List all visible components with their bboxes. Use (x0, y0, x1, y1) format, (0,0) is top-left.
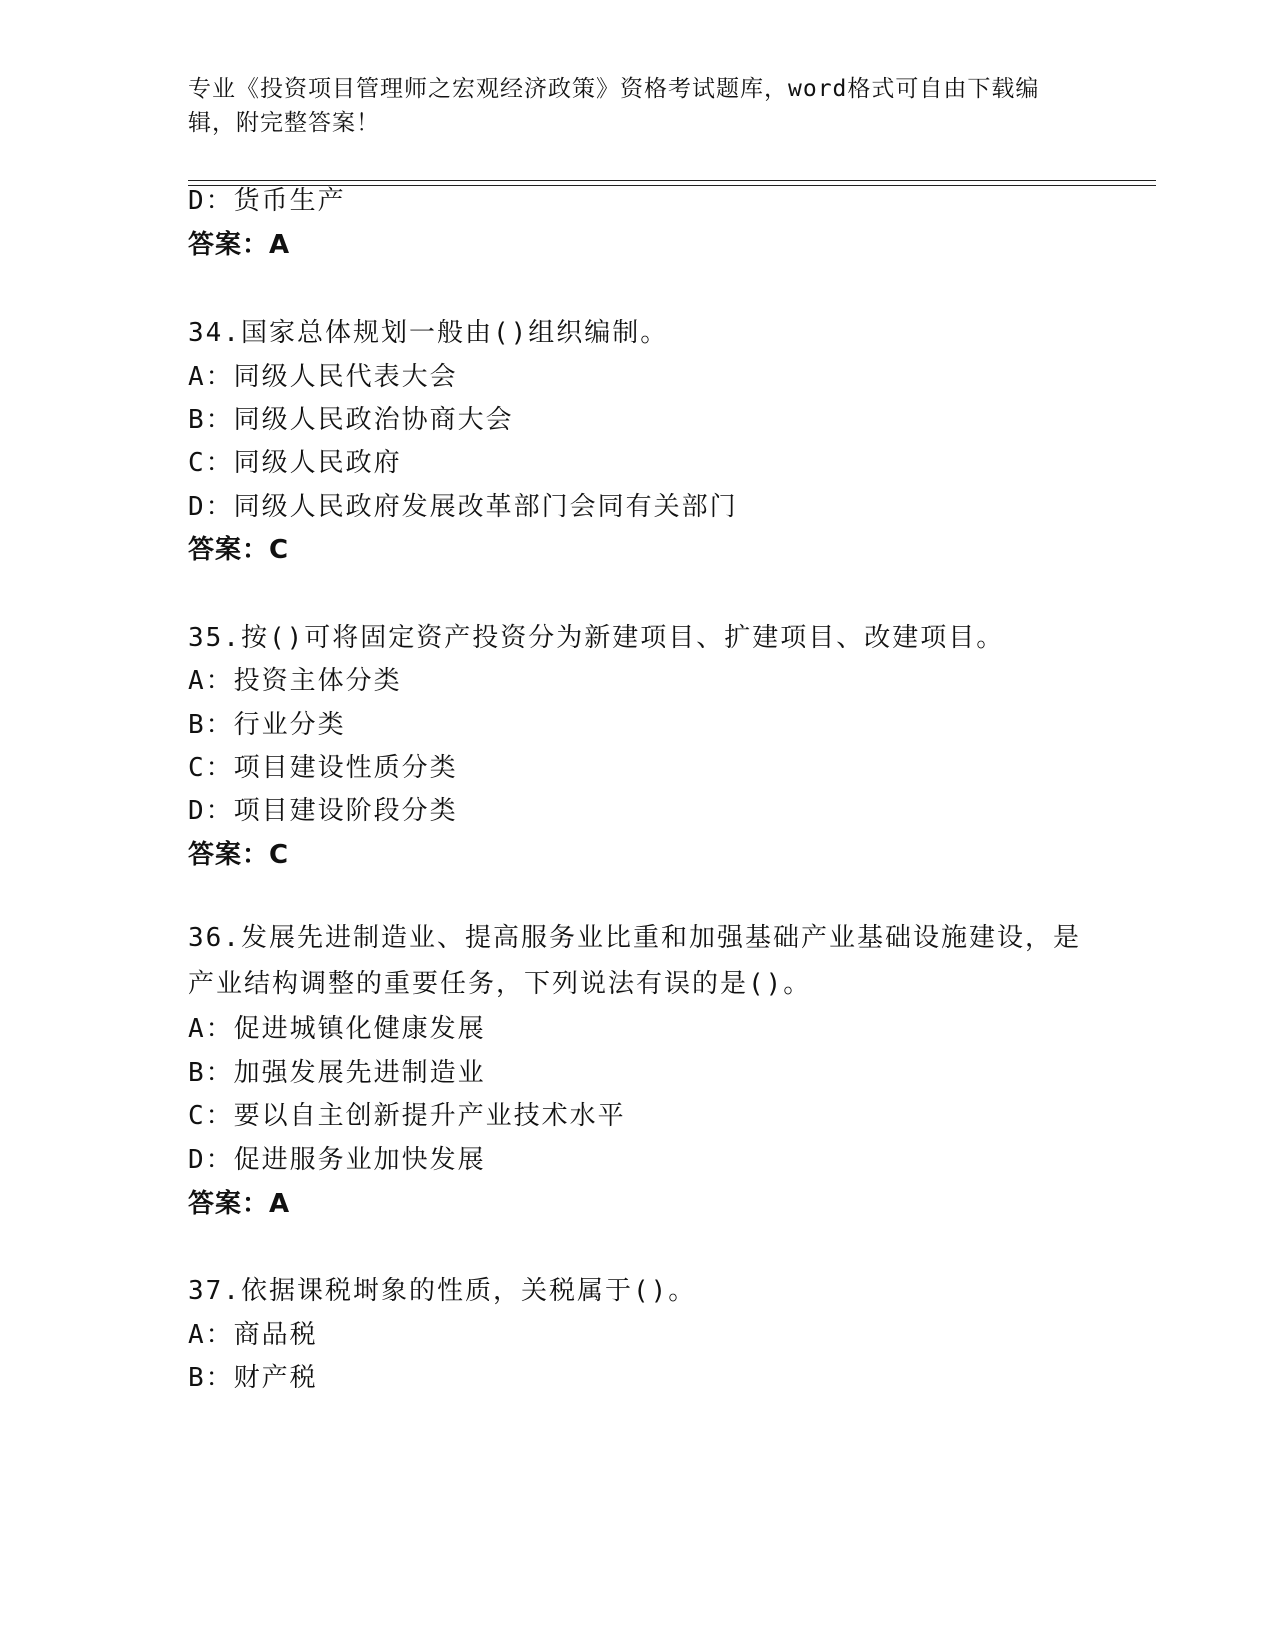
answer: 答案：C (188, 840, 290, 870)
option-b: B：财产税 (188, 1363, 318, 1393)
question-stem: 36.发展先进制造业、提高服务业比重和加强基础产业基础设施建设，是产业结构调整的重要任务，下列说法有误的是()。 (188, 923, 1081, 999)
option-d: D：货币生产 (188, 186, 346, 216)
option-b: B：同级人民政治协商大会 (188, 405, 514, 435)
answer: 答案：A (188, 1189, 291, 1219)
option-a: A：商品税 (188, 1320, 318, 1350)
answer: 答案：C (188, 535, 290, 565)
option-a: A：同级人民代表大会 (188, 362, 458, 392)
answer: 答案：A (188, 230, 291, 260)
option-c: C：同级人民政府 (188, 448, 402, 478)
option-a: A：投资主体分类 (188, 666, 402, 696)
option-a: A：促进城镇化健康发展 (188, 1014, 486, 1044)
option-d: D：项目建设阶段分类 (188, 796, 458, 826)
option-c: C：项目建设性质分类 (188, 753, 458, 783)
question-stem: 34.国家总体规划一般由()组织编制。 (188, 318, 669, 348)
option-d: D：同级人民政府发展改革部门会同有关部门 (188, 492, 738, 522)
option-b: B：行业分类 (188, 710, 346, 740)
option-d: D：促进服务业加快发展 (188, 1145, 486, 1175)
document-header: 专业《投资项目管理师之宏观经济政策》资格考试题库，word格式可自由下载编辑，附完整答案！ (188, 76, 1040, 136)
header-rule-top (188, 180, 1156, 181)
question-stem: 35.按()可将固定资产投资分为新建项目、扩建项目、改建项目。 (188, 623, 1005, 653)
option-c: C：要以自主创新提升产业技术水平 (188, 1101, 626, 1131)
question-stem: 37.依据课税埘象的性质，关税属于()。 (188, 1276, 697, 1306)
option-b: B：加强发展先进制造业 (188, 1058, 486, 1088)
